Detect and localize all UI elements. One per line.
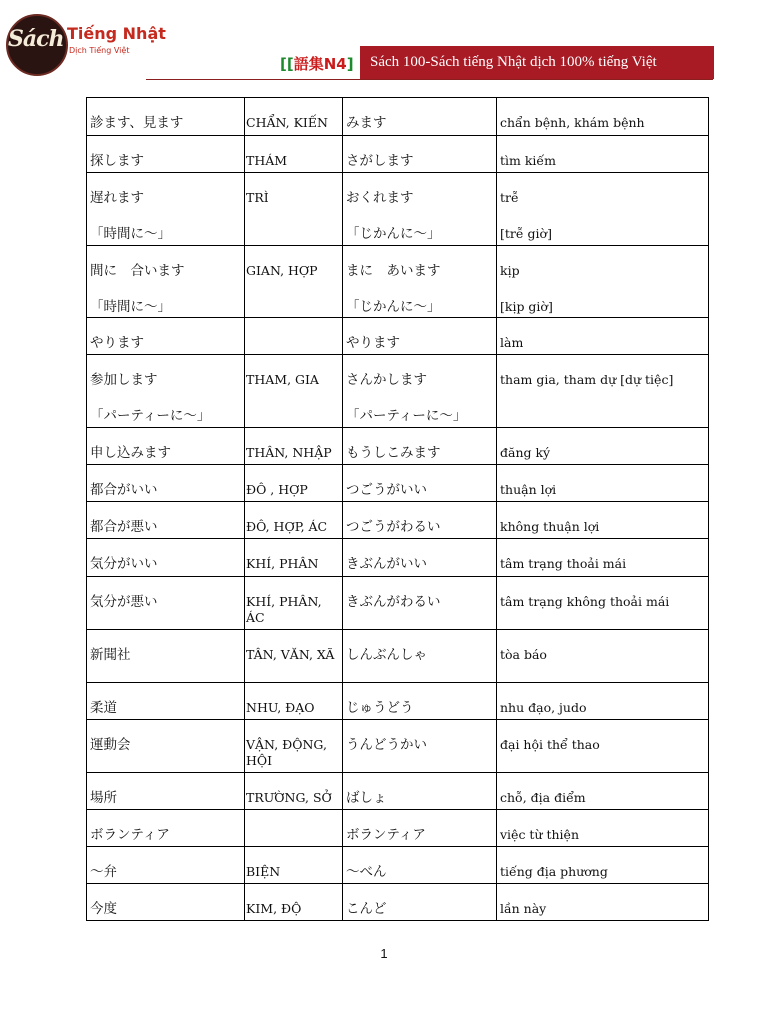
vocabulary-table-body <box>87 98 709 921</box>
vocabulary-table <box>86 97 709 921</box>
han-viet-cell <box>245 773 343 810</box>
kanji-cell <box>87 136 245 173</box>
cell-text: こんど <box>346 901 387 917</box>
han-viet-cell <box>245 355 343 428</box>
han-viet-cell <box>245 630 343 683</box>
cell-text: kịp <box>500 263 520 278</box>
kanji-cell <box>87 630 245 683</box>
cell-text: trễ <box>500 190 519 205</box>
cell-text: まに あいます <box>346 263 441 279</box>
cell-text: 「パーティーに～」 <box>90 408 211 424</box>
meaning-cell <box>497 136 709 173</box>
han-viet-cell <box>245 136 343 173</box>
kana-cell <box>343 136 497 173</box>
table-row <box>87 810 709 847</box>
cell-text: 気分が悪い <box>90 594 158 610</box>
meaning-cell <box>497 502 709 539</box>
table-row <box>87 683 709 720</box>
kana-cell <box>343 884 497 921</box>
table-row <box>87 98 709 136</box>
logo-subtitle: Dịch Tiếng Việt <box>69 46 130 55</box>
cell-text: đăng ký <box>500 445 551 460</box>
table-row <box>87 502 709 539</box>
table-row <box>87 355 709 428</box>
kanji-cell <box>87 773 245 810</box>
cell-text: chỗ, địa điểm <box>500 790 586 805</box>
table-row <box>87 465 709 502</box>
cell-text: 申し込みます <box>90 445 171 461</box>
han-viet-cell <box>245 847 343 884</box>
han-viet-cell <box>245 884 343 921</box>
cell-text: さんかします <box>346 372 427 388</box>
cell-text: 「時間に～」 <box>90 299 171 315</box>
level-tag <box>280 53 354 74</box>
cell-text: TRÌ <box>246 190 269 205</box>
table-row <box>87 630 709 683</box>
cell-text: 探します <box>90 153 144 169</box>
cell-text: ĐÔ , HỢP <box>246 482 308 497</box>
meaning-cell <box>497 539 709 577</box>
kana-cell <box>343 577 497 630</box>
kanji-cell <box>87 502 245 539</box>
kana-cell <box>343 630 497 683</box>
han-viet-cell <box>245 465 343 502</box>
kanji-cell <box>87 884 245 921</box>
kana-cell <box>343 246 497 318</box>
meaning-cell <box>497 683 709 720</box>
cell-text: 「じかんに～」 <box>346 299 441 315</box>
kanji-cell <box>87 847 245 884</box>
cell-text: 今度 <box>90 901 117 917</box>
cell-text: THÂN, NHẬP <box>246 445 332 460</box>
cell-text: chẩn bệnh, khám bệnh <box>500 115 645 130</box>
table-row <box>87 428 709 465</box>
cell-text: THÁM <box>246 153 288 168</box>
table-row <box>87 173 709 246</box>
cell-text: tìm kiếm <box>500 153 556 168</box>
kanji-cell <box>87 246 245 318</box>
cell-text: 都合が悪い <box>90 519 158 535</box>
kana-cell <box>343 539 497 577</box>
cell-text: thuận lợi <box>500 482 557 497</box>
cell-text: THAM, GIA <box>246 372 319 387</box>
cell-text: 柔道 <box>90 700 117 716</box>
kanji-cell <box>87 355 245 428</box>
table-row <box>87 318 709 355</box>
cell-text: tòa báo <box>500 647 547 662</box>
cell-text: ばしょ <box>346 790 387 806</box>
kana-cell <box>343 720 497 773</box>
han-viet-cell <box>245 577 343 630</box>
cell-text: KIM, ĐỘ <box>246 901 302 916</box>
cell-text: 「パーティーに～」 <box>346 408 467 424</box>
cell-text: もうしこみます <box>346 445 441 461</box>
kanji-cell <box>87 98 245 136</box>
cell-text: đại hội thể thao <box>500 737 600 752</box>
kanji-cell <box>87 318 245 355</box>
table-row <box>87 246 709 318</box>
kana-cell <box>343 847 497 884</box>
table-row <box>87 136 709 173</box>
han-viet-cell <box>245 173 343 246</box>
cell-text: じゅうどう <box>346 700 414 716</box>
cell-text: 「時間に～」 <box>90 226 171 242</box>
page-number: 1 <box>380 946 388 961</box>
han-viet-cell <box>245 318 343 355</box>
cell-text: [kịp giờ] <box>500 299 553 314</box>
header-banner: Sách 100-Sách tiếng Nhật dịch 100% tiếng Việt <box>360 46 714 79</box>
meaning-cell <box>497 318 709 355</box>
cell-text: TÂN, VĂN, XÃ <box>246 647 335 662</box>
kana-cell <box>343 98 497 136</box>
cell-text: きぶんがわるい <box>346 594 441 610</box>
cell-text: nhu đạo, judo <box>500 700 587 715</box>
kanji-cell <box>87 539 245 577</box>
cell-text: làm <box>500 335 524 350</box>
cell-text: 運動会 <box>90 737 131 753</box>
kanji-cell <box>87 173 245 246</box>
meaning-cell <box>497 810 709 847</box>
cell-text: つごうがいい <box>346 482 427 498</box>
cell-text: きぶんがいい <box>346 556 427 572</box>
kanji-cell <box>87 465 245 502</box>
han-viet-cell <box>245 683 343 720</box>
cell-text: やります <box>346 335 400 351</box>
cell-text: việc từ thiện <box>500 827 579 842</box>
meaning-cell <box>497 465 709 502</box>
kana-cell <box>343 502 497 539</box>
cell-text: ボランティア <box>90 827 170 843</box>
cell-text: NHU, ĐẠO <box>246 700 315 715</box>
cell-text: lần này <box>500 901 547 916</box>
cell-text: tâm trạng thoải mái <box>500 556 627 571</box>
header-divider <box>146 79 713 80</box>
meaning-cell <box>497 577 709 630</box>
cell-text: tiếng địa phương <box>500 864 608 879</box>
kanji-cell <box>87 810 245 847</box>
cell-text: つごうがわるい <box>346 519 441 535</box>
cell-text: 都合がいい <box>90 482 158 498</box>
kanji-cell <box>87 428 245 465</box>
publisher-logo <box>4 12 166 76</box>
table-row <box>87 577 709 630</box>
meaning-cell <box>497 246 709 318</box>
cell-text: 参加します <box>90 372 158 388</box>
cell-text: 新聞社 <box>90 647 131 663</box>
cell-text: BIỆN <box>246 864 281 879</box>
logo-script-text: Sách <box>8 26 64 52</box>
kana-cell <box>343 173 497 246</box>
meaning-cell <box>497 773 709 810</box>
cell-text: tham gia, tham dự [dự tiệc] <box>500 372 674 387</box>
han-viet-cell <box>245 428 343 465</box>
cell-text: しんぶんしゃ <box>346 647 427 663</box>
kana-cell <box>343 355 497 428</box>
meaning-cell <box>497 720 709 773</box>
cell-text: [trễ giờ] <box>500 226 552 241</box>
cell-text: 遅れます <box>90 190 144 206</box>
kana-cell <box>343 428 497 465</box>
cell-text: 「じかんに～」 <box>346 226 441 242</box>
han-viet-cell <box>245 720 343 773</box>
cell-text: không thuận lợi <box>500 519 600 534</box>
cell-text: CHẨN, KIẾN <box>246 115 328 130</box>
cell-text: KHÍ, PHÂN <box>246 556 319 571</box>
cell-text: さがします <box>346 153 414 169</box>
meaning-cell <box>497 428 709 465</box>
cell-text: やります <box>90 335 144 351</box>
cell-text: 気分がいい <box>90 556 158 572</box>
han-viet-cell <box>245 539 343 577</box>
table-row <box>87 884 709 921</box>
meaning-cell <box>497 173 709 246</box>
cell-text: 場所 <box>90 790 117 806</box>
cell-text: みます <box>346 115 387 131</box>
kana-cell <box>343 465 497 502</box>
logo-title: Tiếng Nhật <box>67 24 166 43</box>
cell-text: 診ます、見ます <box>90 115 184 131</box>
han-viet-cell <box>245 246 343 318</box>
kana-cell <box>343 683 497 720</box>
cell-text: tâm trạng không thoải mái <box>500 594 670 609</box>
table-row <box>87 720 709 773</box>
cell-text: ～弁 <box>90 864 117 880</box>
cell-text: 間に 合います <box>90 263 185 279</box>
kana-cell <box>343 773 497 810</box>
meaning-cell <box>497 884 709 921</box>
cell-text: VẬN, ĐỘNG, HỘI <box>246 737 327 768</box>
table-row <box>87 539 709 577</box>
level-text: 語集N4 <box>293 55 347 73</box>
cell-text: KHÍ, PHÂN, ÁC <box>246 594 322 625</box>
cell-text: ～べん <box>346 864 387 880</box>
level-bracket-open: [[ <box>280 55 294 73</box>
cell-text: TRƯỜNG, SỞ <box>246 790 332 805</box>
level-bracket-close: ] <box>346 55 354 73</box>
meaning-cell <box>497 355 709 428</box>
kanji-cell <box>87 577 245 630</box>
meaning-cell <box>497 98 709 136</box>
cell-text: うんどうかい <box>346 737 427 753</box>
kana-cell <box>343 810 497 847</box>
table-row <box>87 773 709 810</box>
kana-cell <box>343 318 497 355</box>
meaning-cell <box>497 630 709 683</box>
cell-text: ĐÔ, HỢP, ÁC <box>246 519 328 534</box>
cell-text: GIAN, HỢP <box>246 263 318 278</box>
han-viet-cell <box>245 502 343 539</box>
table-row <box>87 847 709 884</box>
han-viet-cell <box>245 98 343 136</box>
han-viet-cell <box>245 810 343 847</box>
kanji-cell <box>87 683 245 720</box>
kanji-cell <box>87 720 245 773</box>
cell-text: ボランティア <box>346 827 426 843</box>
meaning-cell <box>497 847 709 884</box>
cell-text: おくれます <box>346 190 414 206</box>
